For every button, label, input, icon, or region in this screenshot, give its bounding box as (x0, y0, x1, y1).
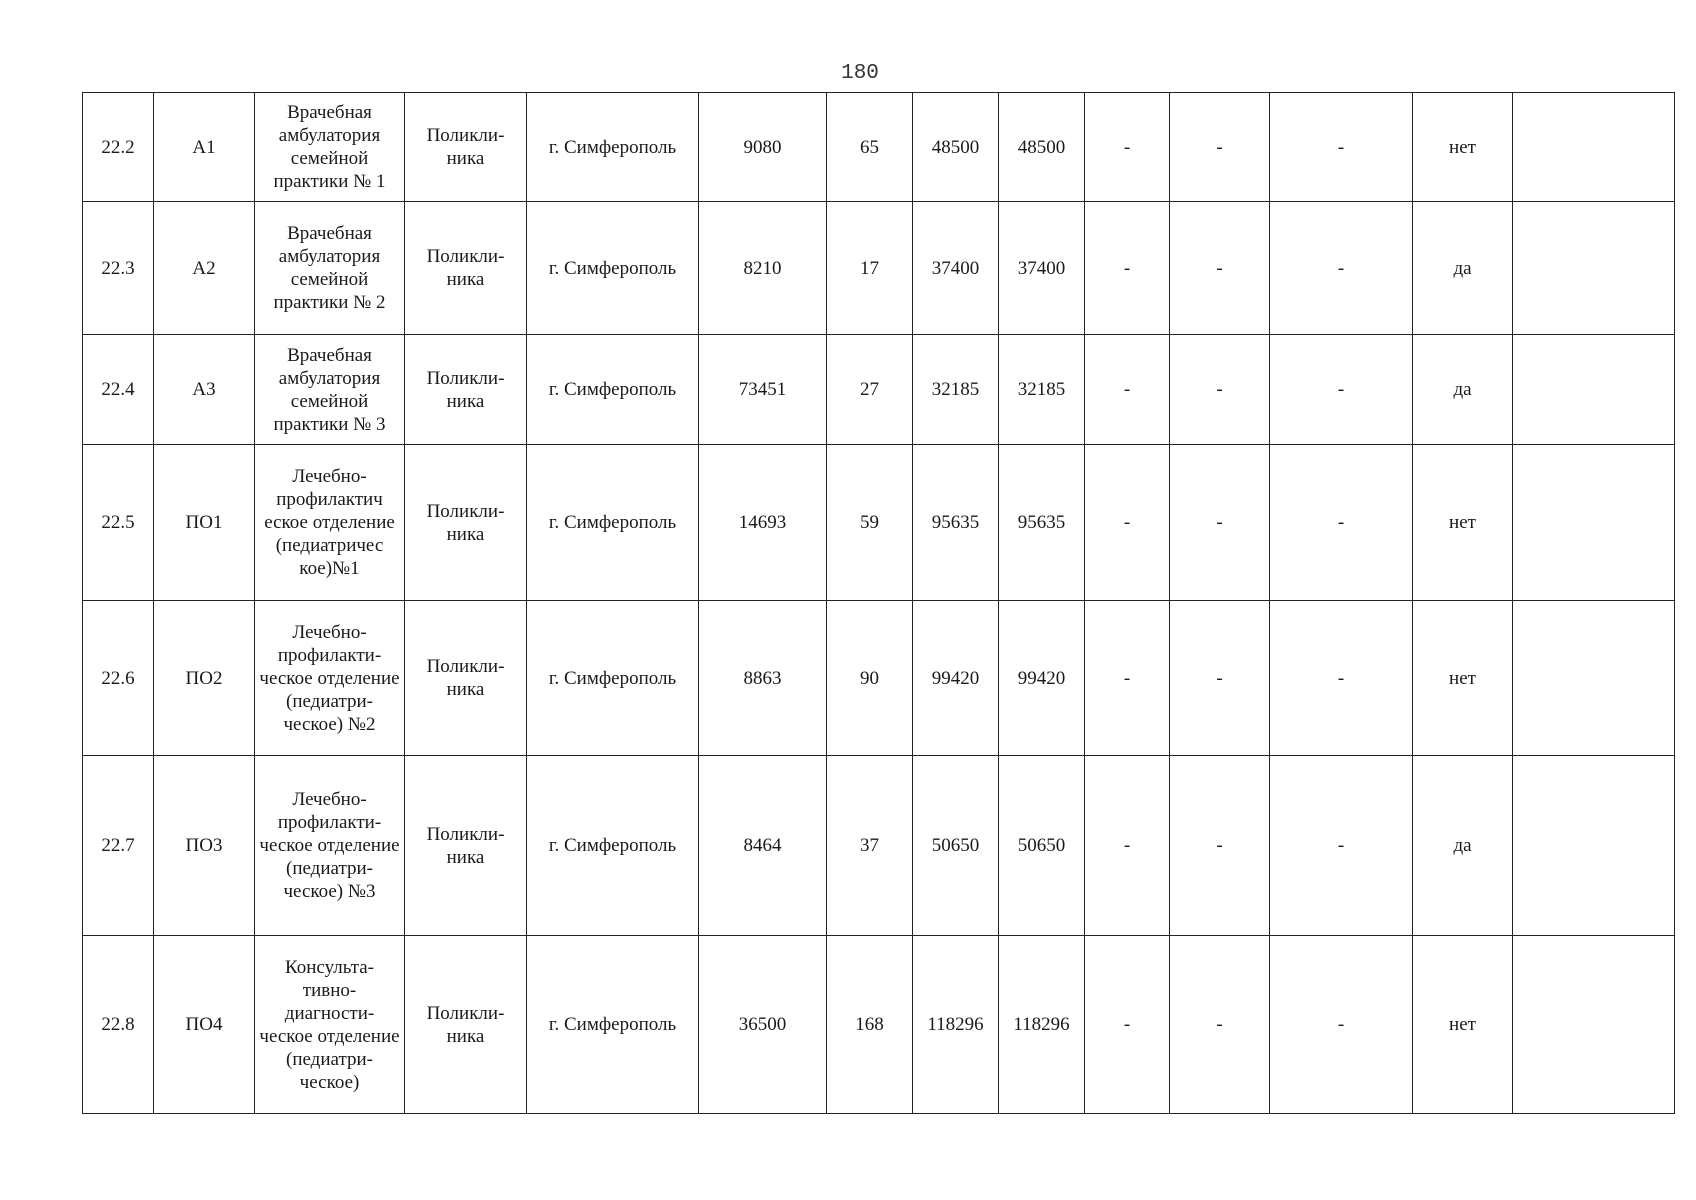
value-5: - (1085, 756, 1170, 936)
value-5: - (1085, 936, 1170, 1114)
value-3: 118296 (913, 936, 999, 1114)
value-2: 59 (827, 445, 913, 601)
value-6: - (1170, 335, 1270, 445)
value-7: - (1270, 445, 1413, 601)
value-1: 36500 (699, 936, 827, 1114)
table-row (83, 601, 1675, 756)
row-number: 22.5 (83, 445, 154, 601)
table-row (83, 202, 1675, 335)
value-1: 8863 (699, 601, 827, 756)
value-8 (1513, 601, 1675, 756)
value-5: - (1085, 335, 1170, 445)
flag: нет (1413, 601, 1513, 756)
value-8 (1513, 936, 1675, 1114)
value-8 (1513, 756, 1675, 936)
facility-code: А3 (154, 335, 255, 445)
value-6: - (1170, 756, 1270, 936)
facility-name: Лечебно-профилакти-ческое отделение (педиатри-ческое) №3 (255, 756, 405, 936)
table-row (83, 756, 1675, 936)
row-number: 22.3 (83, 202, 154, 335)
city: г. Симферополь (527, 445, 699, 601)
value-1: 8464 (699, 756, 827, 936)
value-1: 8210 (699, 202, 827, 335)
value-7: - (1270, 202, 1413, 335)
value-5: - (1085, 93, 1170, 202)
value-2: 168 (827, 936, 913, 1114)
value-1: 9080 (699, 93, 827, 202)
row-number: 22.6 (83, 601, 154, 756)
facility-name: Консульта-тивно-диагности-ческое отделение (педиатри-ческое) (255, 936, 405, 1114)
city: г. Симферополь (527, 756, 699, 936)
value-2: 37 (827, 756, 913, 936)
value-3: 48500 (913, 93, 999, 202)
table-row (83, 445, 1675, 601)
city: г. Симферополь (527, 601, 699, 756)
facility-type: Поликли-ника (405, 202, 527, 335)
flag: нет (1413, 93, 1513, 202)
row-number: 22.4 (83, 335, 154, 445)
value-3: 32185 (913, 335, 999, 445)
value-8 (1513, 93, 1675, 202)
value-6: - (1170, 202, 1270, 335)
value-3: 99420 (913, 601, 999, 756)
value-6: - (1170, 601, 1270, 756)
value-8 (1513, 335, 1675, 445)
value-4: 95635 (999, 445, 1085, 601)
value-5: - (1085, 202, 1170, 335)
facility-code: ПО4 (154, 936, 255, 1114)
facility-type: Поликли-ника (405, 445, 527, 601)
flag: да (1413, 335, 1513, 445)
facility-type: Поликли-ника (405, 93, 527, 202)
facility-name: Лечебно-профилакти-ческое отделение (педиатри-ческое) №2 (255, 601, 405, 756)
value-1: 14693 (699, 445, 827, 601)
facility-type: Поликли-ника (405, 756, 527, 936)
value-3: 50650 (913, 756, 999, 936)
value-7: - (1270, 756, 1413, 936)
facility-type: Поликли-ника (405, 601, 527, 756)
value-8 (1513, 445, 1675, 601)
row-number: 22.8 (83, 936, 154, 1114)
value-2: 65 (827, 93, 913, 202)
value-7: - (1270, 601, 1413, 756)
facility-table (82, 92, 1675, 1114)
city: г. Симферополь (527, 335, 699, 445)
value-4: 32185 (999, 335, 1085, 445)
flag: да (1413, 202, 1513, 335)
value-6: - (1170, 445, 1270, 601)
city: г. Симферополь (527, 93, 699, 202)
facility-code: А2 (154, 202, 255, 335)
flag: да (1413, 756, 1513, 936)
value-2: 17 (827, 202, 913, 335)
facility-name: Врачебная амбулатория семейной практики № 1 (255, 93, 405, 202)
row-number: 22.2 (83, 93, 154, 202)
city: г. Симферополь (527, 936, 699, 1114)
value-6: - (1170, 93, 1270, 202)
facility-name: Врачебная амбулатория семейной практики № 3 (255, 335, 405, 445)
value-5: - (1085, 445, 1170, 601)
row-number: 22.7 (83, 756, 154, 936)
facility-name: Врачебная амбулатория семейной практики № 2 (255, 202, 405, 335)
facility-name: Лечебно-профилактич еское отделение (педиатричес кое)№1 (255, 445, 405, 601)
facility-type: Поликли-ника (405, 335, 527, 445)
value-5: - (1085, 601, 1170, 756)
value-4: 99420 (999, 601, 1085, 756)
value-3: 95635 (913, 445, 999, 601)
value-7: - (1270, 93, 1413, 202)
value-4: 37400 (999, 202, 1085, 335)
city: г. Симферополь (527, 202, 699, 335)
page-number: 180 (841, 62, 879, 85)
value-6: - (1170, 936, 1270, 1114)
facility-type: Поликли-ника (405, 936, 527, 1114)
facility-code: ПО3 (154, 756, 255, 936)
table-row (83, 335, 1675, 445)
table-row (83, 936, 1675, 1114)
flag: нет (1413, 445, 1513, 601)
table-row (83, 93, 1675, 202)
value-2: 90 (827, 601, 913, 756)
value-2: 27 (827, 335, 913, 445)
value-4: 50650 (999, 756, 1085, 936)
value-4: 48500 (999, 93, 1085, 202)
value-8 (1513, 202, 1675, 335)
facility-code: А1 (154, 93, 255, 202)
value-7: - (1270, 936, 1413, 1114)
flag: нет (1413, 936, 1513, 1114)
value-7: - (1270, 335, 1413, 445)
value-4: 118296 (999, 936, 1085, 1114)
value-3: 37400 (913, 202, 999, 335)
facility-code: ПО2 (154, 601, 255, 756)
facility-code: ПО1 (154, 445, 255, 601)
value-1: 73451 (699, 335, 827, 445)
